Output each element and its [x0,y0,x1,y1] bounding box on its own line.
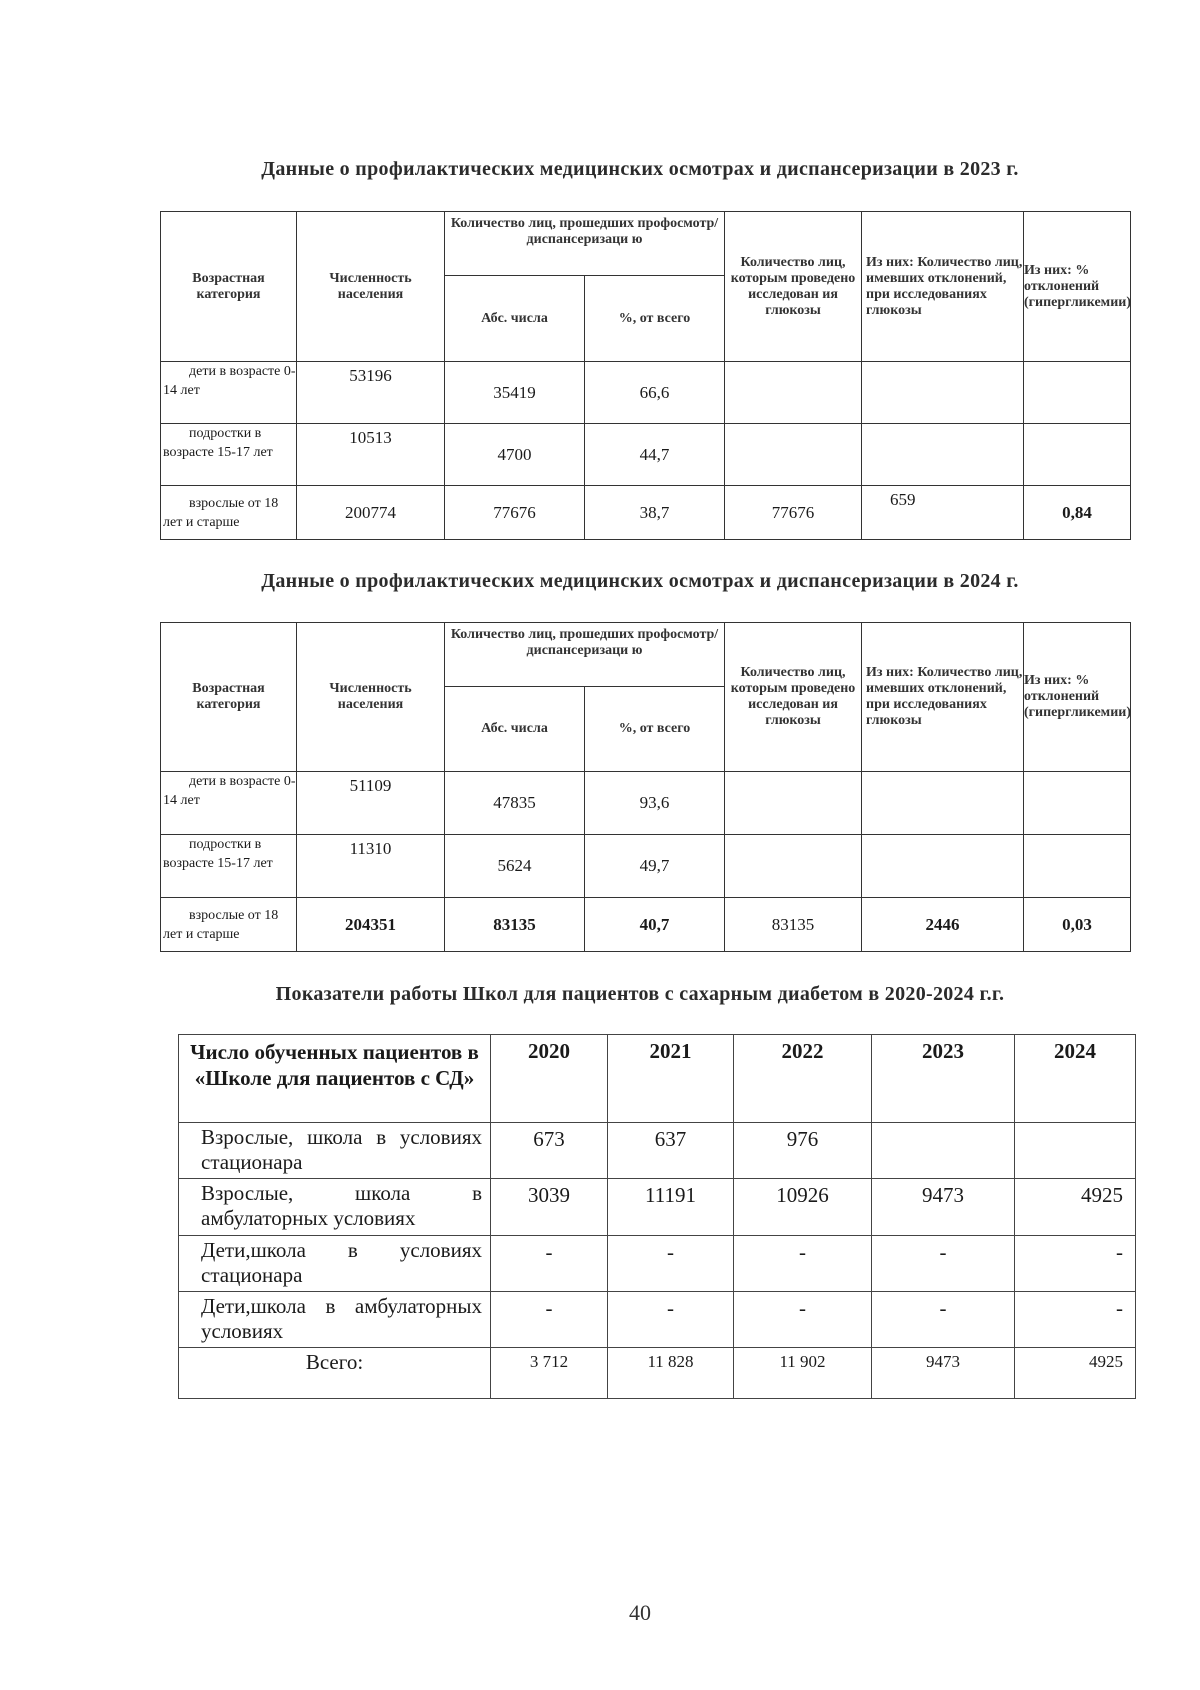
row-pct: 66,6 [585,362,725,424]
row-deviations: 2446 [862,898,1024,952]
header-abs: Абс. числа [445,687,585,772]
header-glucose: Количество лиц, которым проведено исследован ия глюкозы [725,623,862,772]
row-value: - [872,1292,1015,1348]
row-label: Взрослые, школа в амбулаторных условиях [179,1179,491,1236]
row-deviations-pct: 0,03 [1024,898,1131,952]
table-row [179,1292,1136,1348]
schools-table [178,1034,1136,1399]
row-population: 204351 [297,898,445,952]
row-glucose [725,835,862,898]
header-population: Численность населения [297,212,445,362]
row-deviations-pct [1024,772,1131,835]
row-value: - [734,1236,872,1292]
year-header: 2021 [608,1035,734,1123]
row-value: 976 [734,1123,872,1179]
table-row [161,486,1131,540]
row-value: 637 [608,1123,734,1179]
row-deviations-pct: 0,84 [1024,486,1131,540]
row-deviations-pct [1024,362,1131,424]
row-label: Взрослые, школа в условиях стационара [179,1123,491,1179]
table-row [179,1236,1136,1292]
row-value: 673 [491,1123,608,1179]
header-glucose: Количество лиц, которым проведено исследован ия глюкозы [725,212,862,362]
year-header: 2022 [734,1035,872,1123]
row-category: дети в возрасте 0-14 лет [161,362,297,424]
table-row [179,1123,1136,1179]
table-2024 [160,622,1131,952]
header-population: Численность населения [297,623,445,772]
table-2024-title: Данные о профилактических медицинских осмотрах и диспансеризации в 2024 г. [261,570,1019,592]
row-value: - [1015,1236,1136,1292]
table-row [161,835,1131,898]
row-value: - [491,1236,608,1292]
row-value: - [1015,1292,1136,1348]
table-2023-title: Данные о профилактических медицинских осмотрах и диспансеризации в 2023 г. [261,158,1019,180]
row-value: - [734,1292,872,1348]
header-passed: Количество лиц, прошедших профосмотр/диспансеризаци ю [445,623,725,687]
row-pct: 49,7 [585,835,725,898]
header-deviations-pct: Из них: % отклонений (гипергликемии) [1024,623,1131,772]
total-value: 3 712 [491,1348,608,1399]
row-population: 51109 [297,772,445,835]
row-category: подростки в возрасте 15-17 лет [161,424,297,486]
row-population: 10513 [297,424,445,486]
row-deviations: 659 [862,486,1024,540]
row-category: взрослые от 18 лет и старше [161,898,297,952]
row-glucose [725,362,862,424]
row-population: 200774 [297,486,445,540]
header-category: Возрастная категория [161,212,297,362]
year-header: 2024 [1015,1035,1136,1123]
row-deviations [862,772,1024,835]
row-value: - [608,1236,734,1292]
table-row [161,898,1131,952]
row-category: взрослые от 18 лет и старше [161,486,297,540]
row-pct: 40,7 [585,898,725,952]
header-pct: %, от всего [585,687,725,772]
row-glucose: 77676 [725,486,862,540]
row-value: 3039 [491,1179,608,1236]
row-abs: 4700 [445,424,585,486]
row-value: 10926 [734,1179,872,1236]
row-abs: 47835 [445,772,585,835]
row-abs: 5624 [445,835,585,898]
page-number: 40 [629,1600,651,1625]
row-population: 53196 [297,362,445,424]
row-category: подростки в возрасте 15-17 лет [161,835,297,898]
row-deviations-pct [1024,424,1131,486]
row-label: Дети,школа в амбулаторных условиях [179,1292,491,1348]
row-label: Дети,школа в условиях стационара [179,1236,491,1292]
header-deviations-pct: Из них: % отклонений (гипергликемии) [1024,212,1131,362]
header-passed: Количество лиц, прошедших профосмотр/диспансеризаци ю [445,212,725,276]
table-2023 [160,211,1131,540]
row-deviations [862,835,1024,898]
row-abs: 35419 [445,362,585,424]
year-header: 2023 [872,1035,1015,1123]
row-pct: 93,6 [585,772,725,835]
table-row [161,772,1131,835]
row-value [1015,1123,1136,1179]
row-value [872,1123,1015,1179]
row-population: 11310 [297,835,445,898]
header-deviations: Из них: Количество лиц, имевших отклонений, при исследованиях глюкозы [862,212,1024,362]
header-category: Возрастная категория [161,623,297,772]
row-pct: 38,7 [585,486,725,540]
row-abs: 83135 [445,898,585,952]
row-value: 11191 [608,1179,734,1236]
row-glucose [725,772,862,835]
row-glucose [725,424,862,486]
total-value: 9473 [872,1348,1015,1399]
row-category: дети в возрасте 0-14 лет [161,772,297,835]
total-value: 4925 [1015,1348,1136,1399]
total-label: Всего: [179,1348,491,1399]
table-row-total [179,1348,1136,1399]
row-value: 9473 [872,1179,1015,1236]
row-value: 4925 [1015,1179,1136,1236]
table-row [161,424,1131,486]
table-row [161,362,1131,424]
header-deviations: Из них: Количество лиц, имевших отклонений, при исследованиях глюкозы [862,623,1024,772]
header-pct: %, от всего [585,276,725,362]
row-abs: 77676 [445,486,585,540]
row-pct: 44,7 [585,424,725,486]
row-value: - [491,1292,608,1348]
schools-header-label: Число обученных пациентов в «Школе для пациентов с СД» [179,1035,491,1123]
row-value: - [608,1292,734,1348]
total-value: 11 902 [734,1348,872,1399]
year-header: 2020 [491,1035,608,1123]
row-value: - [872,1236,1015,1292]
row-deviations [862,424,1024,486]
table-row [179,1179,1136,1236]
row-glucose: 83135 [725,898,862,952]
total-value: 11 828 [608,1348,734,1399]
header-abs: Абс. числа [445,276,585,362]
row-deviations-pct [1024,835,1131,898]
row-deviations [862,362,1024,424]
schools-table-title: Показатели работы Школ для пациентов с сахарным диабетом в 2020-2024 г.г. [275,983,1005,1005]
